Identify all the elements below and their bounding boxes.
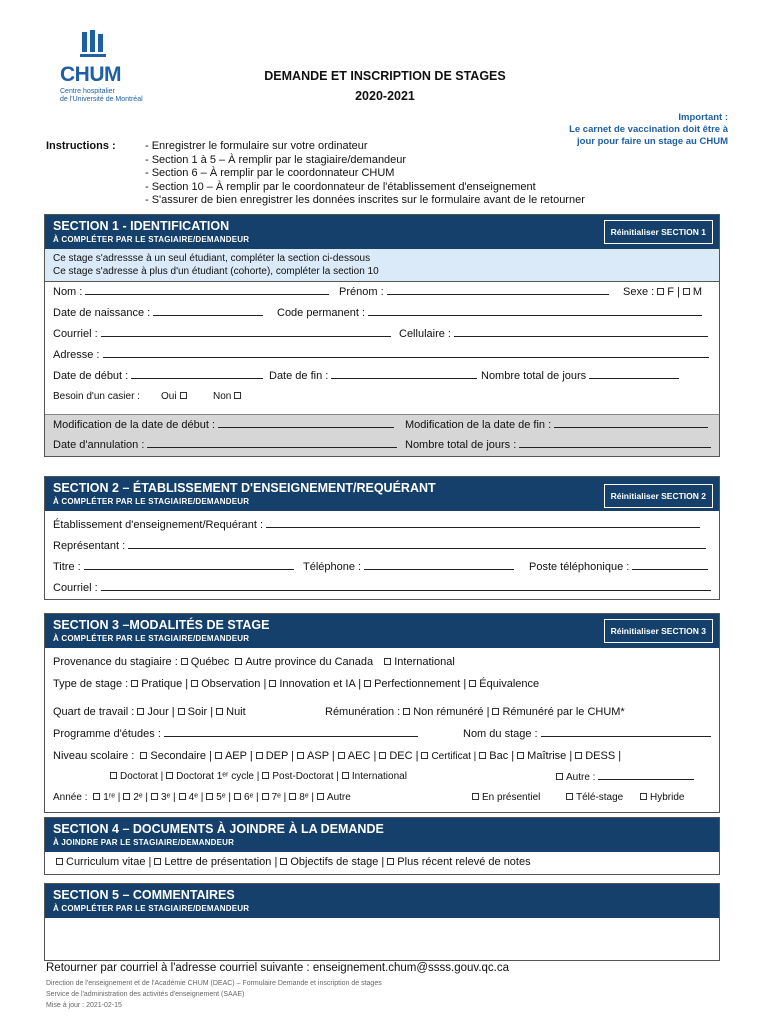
annee-option: 6ᵉ | bbox=[243, 792, 259, 803]
provenance-quebec-label: Québec bbox=[190, 656, 230, 668]
remun-oui-label: Rémunéré par le CHUM* bbox=[502, 706, 625, 718]
sexe-f-label: F | bbox=[667, 286, 680, 298]
niveau-option: Certificat | bbox=[431, 751, 477, 762]
annee-checkbox[interactable] bbox=[289, 793, 296, 800]
important-note bbox=[569, 112, 728, 148]
footer-line-3: Mise à jour : 2021-02-15 bbox=[46, 1002, 122, 1009]
annee-option: 4ᵉ | bbox=[188, 792, 204, 803]
courriel-etab-label: Courriel : bbox=[53, 582, 98, 594]
prenom-label: Prénom : bbox=[339, 286, 384, 298]
presentiel-checkbox[interactable] bbox=[472, 793, 479, 800]
provenance-international-label: International bbox=[394, 656, 455, 668]
poste-label: Poste téléphonique : bbox=[529, 561, 630, 573]
row-documents bbox=[45, 852, 719, 874]
etablissement-field[interactable] bbox=[266, 519, 700, 528]
niveau-option: AEP | bbox=[224, 750, 253, 762]
telephone-label: Téléphone : bbox=[303, 561, 362, 573]
row-type-stage bbox=[45, 674, 719, 702]
niveau-checkbox[interactable] bbox=[297, 752, 304, 759]
quart-soir-checkbox[interactable] bbox=[178, 708, 185, 715]
date-debut-label: Date de début : bbox=[53, 370, 129, 382]
niveau-option: DESS | bbox=[585, 750, 622, 762]
section-1-header bbox=[45, 215, 719, 249]
row-adresse bbox=[45, 345, 719, 366]
cellulaire-label: Cellulaire : bbox=[399, 328, 451, 340]
provenance-international-checkbox[interactable] bbox=[384, 658, 391, 665]
section-3-subtitle: À COMPLÉTER PAR LE STAGIAIRE/DEMANDEUR bbox=[53, 634, 250, 643]
sexe-f-checkbox[interactable] bbox=[657, 288, 664, 295]
casier-oui-checkbox[interactable] bbox=[180, 392, 187, 399]
annee-option: 7ᵉ | bbox=[271, 792, 287, 803]
logo-subtitle-1: Centre hospitalier bbox=[60, 88, 115, 95]
provenance-canada-checkbox[interactable] bbox=[235, 658, 242, 665]
code-permanent-field[interactable] bbox=[368, 307, 702, 316]
sexe-label: Sexe : bbox=[623, 286, 655, 298]
niveau-checkbox[interactable] bbox=[140, 752, 147, 759]
section-2-header bbox=[45, 477, 719, 511]
section-3-modalites bbox=[44, 613, 720, 813]
programme-label: Programme d'études : bbox=[53, 728, 161, 740]
section-2-title: SECTION 2 – ÉTABLISSEMENT D'ENSEIGNEMENT/REQUÉRANT bbox=[53, 481, 436, 495]
annee-checkbox[interactable] bbox=[93, 793, 100, 800]
autre-niveau-field[interactable] bbox=[598, 771, 694, 780]
annee-option: 8ᵉ | bbox=[299, 792, 314, 803]
row-niveau bbox=[45, 746, 719, 767]
section-5-subtitle: À COMPLÉTER PAR LE STAGIAIRE/DEMANDEUR bbox=[53, 904, 250, 913]
niveau-checkbox[interactable] bbox=[575, 752, 582, 759]
return-email-note: Retourner par courriel à l'adresse courriel suivante : enseignement.chum@ssss.gouv.qc.ca bbox=[46, 962, 510, 974]
row-representant bbox=[45, 536, 719, 557]
representant-field[interactable] bbox=[128, 540, 706, 549]
nombre-jours-field[interactable] bbox=[589, 370, 679, 379]
row-annee bbox=[45, 788, 719, 812]
quart-nuit-checkbox[interactable] bbox=[216, 708, 223, 715]
annee-checkbox[interactable] bbox=[206, 793, 213, 800]
niveau-option: DEC | bbox=[389, 750, 419, 762]
nb-jours-field[interactable] bbox=[519, 439, 711, 448]
remun-non-checkbox[interactable] bbox=[403, 708, 410, 715]
comments-textarea[interactable] bbox=[45, 918, 719, 960]
niveau-option: AEC | bbox=[347, 750, 377, 762]
instructions-label: Instructions : bbox=[46, 140, 116, 152]
prenom-field[interactable] bbox=[387, 286, 609, 295]
naissance-label: Date de naissance : bbox=[53, 307, 151, 319]
row-courriel bbox=[45, 324, 719, 345]
presentiel-label: En présentiel bbox=[482, 792, 541, 803]
niveau-option: Maîtrise | bbox=[527, 750, 573, 762]
title-year: 2020-2021 bbox=[355, 89, 415, 103]
section-1-subtitle: À COMPLÉTER PAR LE STAGIAIRE/DEMANDEUR bbox=[53, 235, 250, 244]
instruction-item: - Section 6 – À remplir par le coordonnateur CHUM bbox=[145, 167, 395, 179]
type-stage-label: Type de stage : bbox=[53, 678, 129, 690]
mod-debut-field[interactable] bbox=[218, 419, 394, 428]
annee-option: 2ᵉ | bbox=[133, 792, 148, 803]
type-innovation-checkbox[interactable] bbox=[269, 680, 276, 687]
sexe-m-checkbox[interactable] bbox=[683, 288, 690, 295]
logo-subtitle-2: de l'Université de Montréal bbox=[60, 96, 143, 103]
row-quart bbox=[45, 702, 719, 724]
quart-label: Quart de travail : bbox=[53, 706, 135, 718]
quart-nuit-label: Nuit bbox=[226, 706, 246, 718]
section-4-documents bbox=[44, 817, 720, 875]
type-observation-label: Observation | bbox=[201, 678, 267, 690]
provenance-label: Provenance du stagiaire : bbox=[53, 656, 178, 668]
annee-checkbox[interactable] bbox=[151, 793, 158, 800]
nombre-jours-label: Nombre total de jours bbox=[481, 370, 587, 382]
title-line-1: DEMANDE ET INSCRIPTION DE STAGES bbox=[264, 69, 506, 83]
casier-non-label: Non bbox=[213, 391, 232, 402]
doc-lettre-checkbox[interactable] bbox=[154, 858, 161, 865]
note-single-student: Ce stage s'adressse à un seul étudiant, compléter la section ci-dessous bbox=[53, 253, 371, 264]
section-2-etablissement bbox=[44, 476, 720, 600]
annee-option: 5ᵉ | bbox=[216, 792, 231, 803]
footer-line-1: Direction de l'enseignement et de l'Académie CHUM (DEAC) – Formulaire Demande et inscription de stages bbox=[46, 980, 382, 987]
type-perfectionnement-checkbox[interactable] bbox=[364, 680, 371, 687]
niveau-checkbox[interactable] bbox=[262, 772, 269, 779]
representant-label: Représentant : bbox=[53, 540, 126, 552]
instruction-item: - Enregistrer le formulaire sur votre ordinateur bbox=[145, 140, 368, 152]
niveau-checkbox[interactable] bbox=[166, 772, 173, 779]
quart-jour-label: Jour | bbox=[147, 706, 175, 718]
row-etablissement bbox=[45, 515, 719, 536]
niveau-checkbox[interactable] bbox=[338, 752, 345, 759]
hybride-checkbox[interactable] bbox=[640, 793, 647, 800]
niveau-checkbox[interactable] bbox=[215, 752, 222, 759]
autre-niveau-checkbox[interactable] bbox=[556, 773, 563, 780]
section-2-subtitle: À COMPLÉTER PAR LE STAGIAIRE/DEMANDEUR bbox=[53, 497, 250, 506]
reset-section-2-button[interactable]: Réinitialiser SECTION 2 bbox=[604, 484, 713, 508]
section-3-title: SECTION 3 –MODALITÉS DE STAGE bbox=[53, 618, 270, 632]
annee-option: 3ᵉ | bbox=[160, 792, 176, 803]
etablissement-label: Établissement d'enseignement/Requérant : bbox=[53, 519, 264, 531]
tele-stage-checkbox[interactable] bbox=[566, 793, 573, 800]
section-5-commentaires bbox=[44, 883, 720, 961]
row-dates bbox=[45, 366, 719, 387]
niveau-checkbox[interactable] bbox=[256, 752, 263, 759]
type-observation-checkbox[interactable] bbox=[191, 680, 198, 687]
naissance-field[interactable] bbox=[153, 307, 263, 316]
courriel-field[interactable] bbox=[101, 328, 391, 337]
niveau-checkbox[interactable] bbox=[421, 752, 428, 759]
date-fin-label: Date de fin : bbox=[269, 370, 329, 382]
casier-oui-label: Oui bbox=[161, 391, 177, 402]
niveau-checkbox[interactable] bbox=[110, 772, 117, 779]
quart-jour-checkbox[interactable] bbox=[137, 708, 144, 715]
nom-label: Nom : bbox=[53, 286, 83, 298]
code-permanent-label: Code permanent : bbox=[277, 307, 366, 319]
tele-stage-label: Télé-stage bbox=[576, 792, 624, 803]
annee-checkbox[interactable] bbox=[317, 793, 324, 800]
type-innovation-label: Innovation et IA | bbox=[279, 678, 362, 690]
niveau-checkbox[interactable] bbox=[379, 752, 386, 759]
document-title bbox=[0, 63, 770, 106]
nom-stage-label: Nom du stage : bbox=[463, 728, 538, 740]
annee-checkbox[interactable] bbox=[262, 793, 269, 800]
niveau-option: Post-Doctorat | bbox=[272, 771, 339, 782]
niveau-checkbox[interactable] bbox=[342, 772, 349, 779]
row-name bbox=[45, 282, 719, 303]
type-equivalence-checkbox[interactable] bbox=[469, 680, 476, 687]
type-pratique-label: Pratique | bbox=[141, 678, 189, 690]
sexe-m-label: M bbox=[692, 286, 702, 298]
cellulaire-field[interactable] bbox=[454, 328, 708, 337]
annee-checkbox[interactable] bbox=[234, 793, 241, 800]
quart-soir-label: Soir | bbox=[187, 706, 214, 718]
telephone-field[interactable] bbox=[364, 561, 514, 570]
reset-section-3-button[interactable]: Réinitialiser SECTION 3 bbox=[604, 619, 713, 643]
annee-option: Autre bbox=[326, 792, 351, 803]
row-birth bbox=[45, 303, 719, 324]
date-fin-field[interactable] bbox=[331, 370, 477, 379]
doc-objectifs-checkbox[interactable] bbox=[280, 858, 287, 865]
doc-cv-checkbox[interactable] bbox=[56, 858, 63, 865]
row-programme bbox=[45, 724, 719, 746]
nom-field[interactable] bbox=[85, 286, 329, 295]
row-modification bbox=[45, 414, 719, 435]
provenance-quebec-checkbox[interactable] bbox=[181, 658, 188, 665]
niveau-option: Secondaire | bbox=[150, 750, 212, 762]
autre-niveau-label: Autre : bbox=[566, 772, 596, 783]
nom-stage-field[interactable] bbox=[541, 728, 711, 737]
chum-logo-icon bbox=[60, 30, 170, 62]
niveau-option: Doctorat 1ᵉʳ cycle | bbox=[176, 771, 260, 782]
section-5-title: SECTION 5 – COMMENTAIRES bbox=[53, 888, 235, 902]
niveau-label: Niveau scolaire : bbox=[53, 750, 135, 762]
doc-objectifs-label: Objectifs de stage | bbox=[290, 856, 385, 868]
nb-jours-label: Nombre total de jours : bbox=[405, 439, 517, 451]
important-text-1: Le carnet de vaccination doit être à bbox=[569, 124, 728, 135]
remun-oui-checkbox[interactable] bbox=[492, 708, 499, 715]
section-1-title: SECTION 1 - IDENTIFICATION bbox=[53, 219, 230, 233]
niveau-checkbox[interactable] bbox=[517, 752, 524, 759]
titre-field[interactable] bbox=[84, 561, 294, 570]
section-1-note bbox=[45, 249, 719, 282]
type-pratique-checkbox[interactable] bbox=[131, 680, 138, 687]
doc-releve-checkbox[interactable] bbox=[387, 858, 394, 865]
row-casier bbox=[45, 387, 719, 408]
adresse-label: Adresse : bbox=[53, 349, 100, 361]
hybride-label: Hybride bbox=[650, 792, 685, 803]
type-perfectionnement-label: Perfectionnement | bbox=[374, 678, 467, 690]
section-4-title: SECTION 4 – DOCUMENTS À JOINDRE À LA DEMANDE bbox=[53, 822, 384, 836]
row-annulation bbox=[45, 435, 719, 456]
poste-field[interactable] bbox=[632, 561, 708, 570]
niveau-option: International bbox=[351, 771, 407, 782]
important-label: Important : bbox=[678, 112, 728, 123]
titre-label: Titre : bbox=[53, 561, 81, 573]
reset-section-1-button[interactable]: Réinitialiser SECTION 1 bbox=[604, 220, 713, 244]
annee-checkbox[interactable] bbox=[179, 793, 186, 800]
section-5-header bbox=[45, 884, 719, 918]
courriel-label: Courriel : bbox=[53, 328, 98, 340]
doc-cv-label: Curriculum vitae | bbox=[66, 856, 152, 868]
important-text-2: jour pour faire un stage au CHUM bbox=[577, 136, 728, 147]
mod-fin-field[interactable] bbox=[554, 419, 708, 428]
doc-lettre-label: Lettre de présentation | bbox=[164, 856, 278, 868]
niveau-option: ASP | bbox=[307, 750, 335, 762]
annee-checkbox[interactable] bbox=[123, 793, 130, 800]
remuneration-label: Rémunération : bbox=[325, 706, 401, 718]
programme-field[interactable] bbox=[164, 728, 418, 737]
section-4-header bbox=[45, 818, 719, 852]
note-cohort: Ce stage s'adresse à plus d'un étudiant (cohorte), compléter la section 10 bbox=[53, 266, 379, 277]
row-titre bbox=[45, 557, 719, 578]
casier-non-checkbox[interactable] bbox=[234, 392, 241, 399]
type-equivalence-label: Équivalence bbox=[479, 678, 540, 690]
instruction-item: - Section 10 – À remplir par le coordonnateur de l'établissement d'enseignement bbox=[145, 180, 536, 193]
section-3-header bbox=[45, 614, 719, 648]
section-4-subtitle: À JOINDRE PAR LE STAGIAIRE/DEMANDEUR bbox=[53, 838, 235, 847]
date-debut-field[interactable] bbox=[131, 370, 263, 379]
row-provenance bbox=[45, 652, 719, 674]
annulation-field[interactable] bbox=[147, 439, 397, 448]
adresse-field[interactable] bbox=[103, 349, 709, 358]
footer-line-2: Service de l'administration des activités d'enseignement (SAAE) bbox=[46, 991, 245, 998]
annulation-label: Date d'annulation : bbox=[53, 439, 145, 451]
niveau-option: Bac | bbox=[489, 750, 515, 762]
logo-name: CHUM bbox=[60, 63, 121, 86]
courriel-etab-field[interactable] bbox=[101, 582, 711, 591]
remun-non-label: Non rémunéré | bbox=[413, 706, 490, 718]
section-1-identification bbox=[44, 214, 720, 457]
niveau-checkbox[interactable] bbox=[479, 752, 486, 759]
mod-debut-label: Modification de la date de début : bbox=[53, 419, 216, 431]
mod-fin-label: Modification de la date de fin : bbox=[405, 419, 552, 431]
row-niveau-2 bbox=[45, 767, 719, 788]
instruction-item: - S'assurer de bien enregistrer les données inscrites sur le formulaire avant de le retourner bbox=[145, 194, 585, 206]
casier-label: Besoin d'un casier : bbox=[53, 391, 140, 402]
instructions-list bbox=[145, 140, 585, 208]
annee-option: 1ʳᵉ | bbox=[103, 792, 121, 803]
instruction-item: - Section 1 à 5 – À remplir par le stagiaire/demandeur bbox=[145, 153, 407, 166]
annee-label: Année : bbox=[53, 792, 88, 803]
provenance-canada-label: Autre province du Canada bbox=[245, 656, 374, 668]
row-courriel-etab bbox=[45, 578, 719, 599]
doc-releve-label: Plus récent relevé de notes bbox=[397, 856, 531, 868]
niveau-option: Doctorat | bbox=[120, 771, 164, 782]
niveau-option: DEP | bbox=[265, 750, 295, 762]
